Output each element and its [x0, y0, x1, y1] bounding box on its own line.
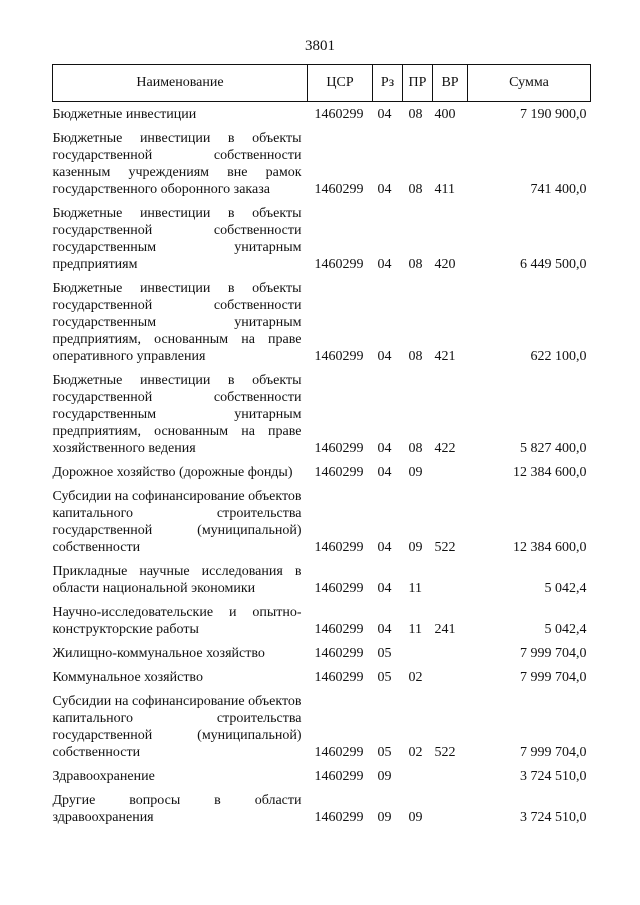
row-rz: 09: [377, 769, 392, 784]
table-row: [53, 457, 591, 481]
header-csr: ЦСР: [308, 65, 373, 102]
row-vr: [433, 556, 468, 597]
row-name: Бюджетные инвестиции в объекты государственной собственности государственным унитарным предприятиям, основанным на праве хозяйственного ведения: [52, 373, 302, 456]
row-csr: 1460299: [314, 465, 364, 480]
row-vr: [433, 785, 468, 826]
row-sum: 7 999 704,0: [520, 745, 587, 760]
row-sum: 5 827 400,0: [520, 441, 587, 456]
table-row: [53, 686, 591, 761]
row-sum: 5 042,4: [544, 581, 587, 596]
row-csr: 1460299: [314, 769, 364, 784]
row-name: Прикладные научные исследования в области национальной экономики: [52, 564, 302, 596]
row-rz: 04: [377, 622, 392, 637]
row-rz: 04: [377, 540, 392, 555]
row-rz: 04: [377, 257, 392, 272]
row-csr: 1460299: [314, 540, 364, 555]
row-pr: 08: [408, 107, 423, 122]
row-rz: 04: [377, 107, 392, 122]
row-vr: 400: [434, 107, 456, 122]
row-name: Дорожное хозяйство (дорожные фонды): [52, 465, 293, 480]
header-pr: ПР: [403, 65, 433, 102]
header-rz: Рз: [373, 65, 403, 102]
row-csr: 1460299: [314, 441, 364, 456]
row-name: Другие вопросы в области здравоохранения: [52, 793, 302, 825]
row-name: Субсидии на софинансирование объектов капитального строительства государственной (муниципальной) собственности: [52, 694, 302, 760]
row-name: Бюджетные инвестиции в объекты государственной собственности казенным учреждениям вне рамок государственного оборонного заказа: [52, 131, 302, 197]
row-csr: 1460299: [314, 107, 364, 122]
table-row: [53, 198, 591, 273]
row-csr: 1460299: [314, 622, 364, 637]
row-csr: 1460299: [314, 349, 364, 364]
row-sum: 12 384 600,0: [513, 465, 587, 480]
row-pr: 08: [408, 257, 423, 272]
budget-table: [52, 64, 591, 826]
row-sum: 12 384 600,0: [513, 540, 587, 555]
row-rz: 04: [377, 349, 392, 364]
table-row: [53, 123, 591, 198]
row-csr: 1460299: [314, 810, 364, 825]
row-csr: 1460299: [314, 581, 364, 596]
row-sum: 6 449 500,0: [520, 257, 587, 272]
row-vr: [433, 638, 468, 662]
row-vr: [433, 662, 468, 686]
row-vr: 411: [434, 182, 455, 197]
row-pr: [403, 638, 433, 662]
row-pr: 11: [408, 581, 422, 596]
row-name: Научно-исследовательские и опытно-конструкторские работы: [52, 605, 302, 637]
row-vr: 421: [434, 349, 456, 364]
row-sum: 3 724 510,0: [520, 769, 587, 784]
row-pr: 08: [408, 182, 423, 197]
row-pr: 02: [408, 670, 423, 685]
row-name: Жилищно-коммунальное хозяйство: [52, 646, 265, 661]
row-sum: 7 999 704,0: [520, 670, 587, 685]
row-sum: 622 100,0: [530, 349, 587, 364]
row-rz: 05: [377, 646, 392, 661]
row-csr: 1460299: [314, 670, 364, 685]
row-rz: 04: [377, 182, 392, 197]
row-sum: 7 999 704,0: [520, 646, 587, 661]
row-pr: 02: [408, 745, 423, 760]
table-row: [53, 365, 591, 457]
row-sum: 5 042,4: [544, 622, 587, 637]
row-pr: [403, 761, 433, 785]
table-row: [53, 638, 591, 662]
header-sum: Сумма: [468, 65, 591, 102]
row-rz: 04: [377, 441, 392, 456]
row-vr: 522: [434, 745, 456, 760]
row-sum: 3 724 510,0: [520, 810, 587, 825]
row-pr: 08: [408, 441, 423, 456]
row-csr: 1460299: [314, 745, 364, 760]
table-row: [53, 273, 591, 365]
row-pr: 11: [408, 622, 422, 637]
row-pr: 09: [408, 810, 423, 825]
row-sum: 741 400,0: [530, 182, 587, 197]
row-name: Бюджетные инвестиции: [52, 107, 197, 122]
row-rz: 05: [377, 670, 392, 685]
row-name: Коммунальное хозяйство: [52, 670, 203, 685]
page-number: 3801: [305, 38, 335, 54]
row-rz: 04: [377, 581, 392, 596]
row-pr: 09: [408, 465, 423, 480]
row-vr: 420: [434, 257, 456, 272]
row-vr: [433, 457, 468, 481]
row-rz: 04: [377, 465, 392, 480]
table-row: [53, 102, 591, 124]
header-vr: ВР: [433, 65, 468, 102]
row-vr: 422: [434, 441, 456, 456]
row-name: Бюджетные инвестиции в объекты государственной собственности государственным унитарным предприятиям: [52, 206, 302, 272]
row-vr: 241: [434, 622, 456, 637]
table-header-row: [53, 65, 591, 102]
row-name: Здравоохранение: [52, 769, 155, 784]
table-row: [53, 761, 591, 785]
table-row: [53, 597, 591, 638]
row-pr: 08: [408, 349, 423, 364]
row-name: Субсидии на софинансирование объектов капитального строительства государственной (муниципальной) собственности: [52, 489, 302, 555]
row-vr: 522: [434, 540, 456, 555]
table-row: [53, 785, 591, 826]
row-vr: [433, 761, 468, 785]
row-csr: 1460299: [314, 646, 364, 661]
row-sum: 7 190 900,0: [520, 107, 587, 122]
table-row: [53, 662, 591, 686]
row-csr: 1460299: [314, 257, 364, 272]
table-row: [53, 556, 591, 597]
row-rz: 05: [377, 745, 392, 760]
row-rz: 09: [377, 810, 392, 825]
row-pr: 09: [408, 540, 423, 555]
row-csr: 1460299: [314, 182, 364, 197]
row-name: Бюджетные инвестиции в объекты государственной собственности государственным унитарным предприятиям, основанным на праве оперативного управления: [52, 281, 302, 364]
header-name: Наименование: [53, 65, 308, 102]
table-row: [53, 481, 591, 556]
